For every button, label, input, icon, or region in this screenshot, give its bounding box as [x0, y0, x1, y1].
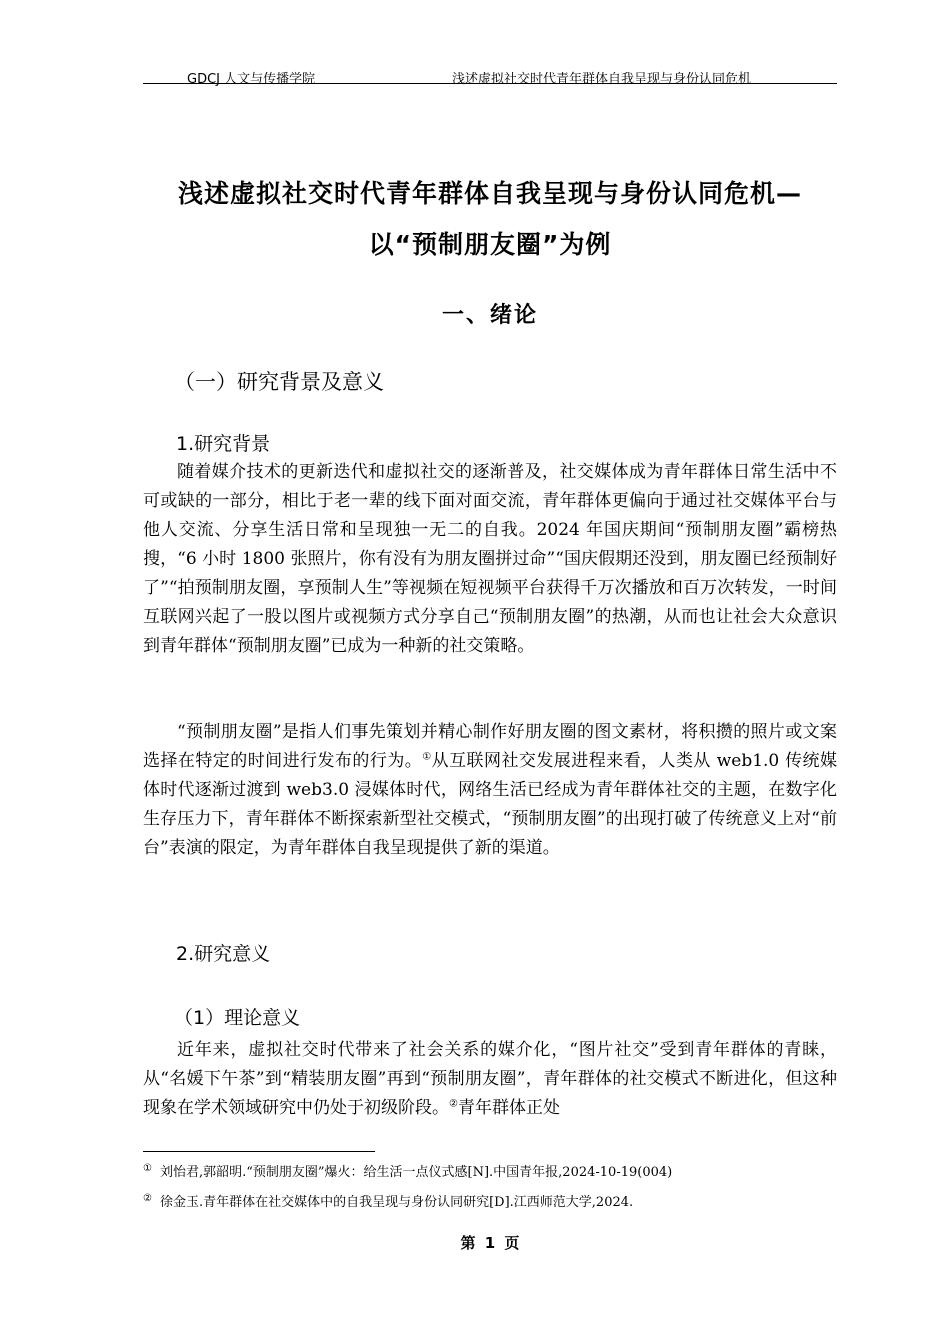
heading-research-significance: 2.研究意义 [176, 943, 271, 965]
paragraph-background-1: 随着媒介技术的更新迭代和虚拟社交的逐渐普及，社交媒体成为青年群体日常生活中不可或缺的一部分，相比于老一辈的线下面对面交流，青年群体更偏向于通过社交媒体平台与他人交流、分享生活日常和呈现独一无二的自我。2024 年国庆期间“预制朋友圈”霸榜热搜，“6 小时 1800 张照片，你有没有为朋友圈拼过命”“国庆假期还没到，朋友圈已经预制好了”“拍预制朋友圈，享预制人生”等视频在短视频平台获得千万次播放和百万次转发，一时间互联网兴起了一股以图片或视频方式分享自己“预制朋友圈”的热潮，从而也让社会大众意识到青年群体“预制朋友圈”已成为一种新的社交策略。 [143, 462, 837, 656]
paragraph-theory-1-part-a: 近年来，虚拟社交时代带来了社会关系的媒介化，“图片社交”受到青年群体的青睐，从“名媛下午茶”到“精装朋友圈”再到“预制朋友圈”，青年群体的社交模式不断进化，但这种现象在学术领域研究中仍处于初级阶段。 [143, 1040, 837, 1118]
paragraph-background-2-part-a: “预制朋友圈”是指人们事先策划并精心制作好朋友圈的图文素材，将积攒的照片或文案选择在特定的时间进行发布的行为。 [143, 722, 837, 771]
footnote-1-marker: ① [143, 1162, 152, 1174]
page-number: 第 1 页 [460, 1234, 520, 1252]
footnote-ref-1[interactable]: ① [422, 751, 432, 763]
footnote-divider [143, 1151, 375, 1152]
paragraph-background-2-part-b: 从互联网社交发展进程来看，人类从 web1.0 传统媒体时代逐渐过渡到 web3.0 浸媒体时代，网络生活已经成为青年群体社交的主题，在数字化生存压力下，青年群体不断探索新型社交模式，“预制朋友圈”的出现打破了传统意义上对“前台”表演的限定，为青年群体自我呈现提供了新的渠道。 [143, 751, 837, 858]
footnote-1-text: 刘怡君,郭韶明.“预制朋友圈”爆火：给生活一点仪式感[N].中国青年报,2024-10-19(004) [159, 1165, 673, 1180]
running-header-right: 浅述虚拟社交时代青年群体自我呈现与身份认同危机 [452, 72, 752, 87]
paragraph-theory-1-part-b: 青年群体正处 [457, 1098, 560, 1118]
footnote-2 [143, 1191, 633, 1210]
paragraph-background-2 [143, 718, 837, 863]
paper-title-line-1: 浅述虚拟社交时代青年群体自我呈现与身份认同危机— [177, 179, 802, 208]
running-header-left: GDCJ 人文与传播学院 [187, 72, 316, 87]
footnote-ref-2[interactable]: ② [449, 1098, 458, 1110]
heading-theoretical-significance: （1）理论意义 [174, 1007, 301, 1029]
footnote-2-marker: ② [143, 1192, 152, 1204]
header-divider [143, 83, 837, 84]
paragraph-theory-1 [143, 1036, 837, 1123]
paper-title-line-2: 以“预制朋友圈”为例 [368, 230, 612, 259]
subsection-heading-background-significance: （一）研究背景及意义 [174, 370, 384, 394]
footnote-2-text: 徐金玉.青年群体在社交媒体中的自我呈现与身份认同研究[D].江西师范大学,2024. [159, 1195, 634, 1210]
footnote-1 [143, 1161, 672, 1180]
section-heading-introduction: 一、绪论 [441, 303, 538, 328]
heading-research-background: 1.研究背景 [176, 433, 271, 455]
